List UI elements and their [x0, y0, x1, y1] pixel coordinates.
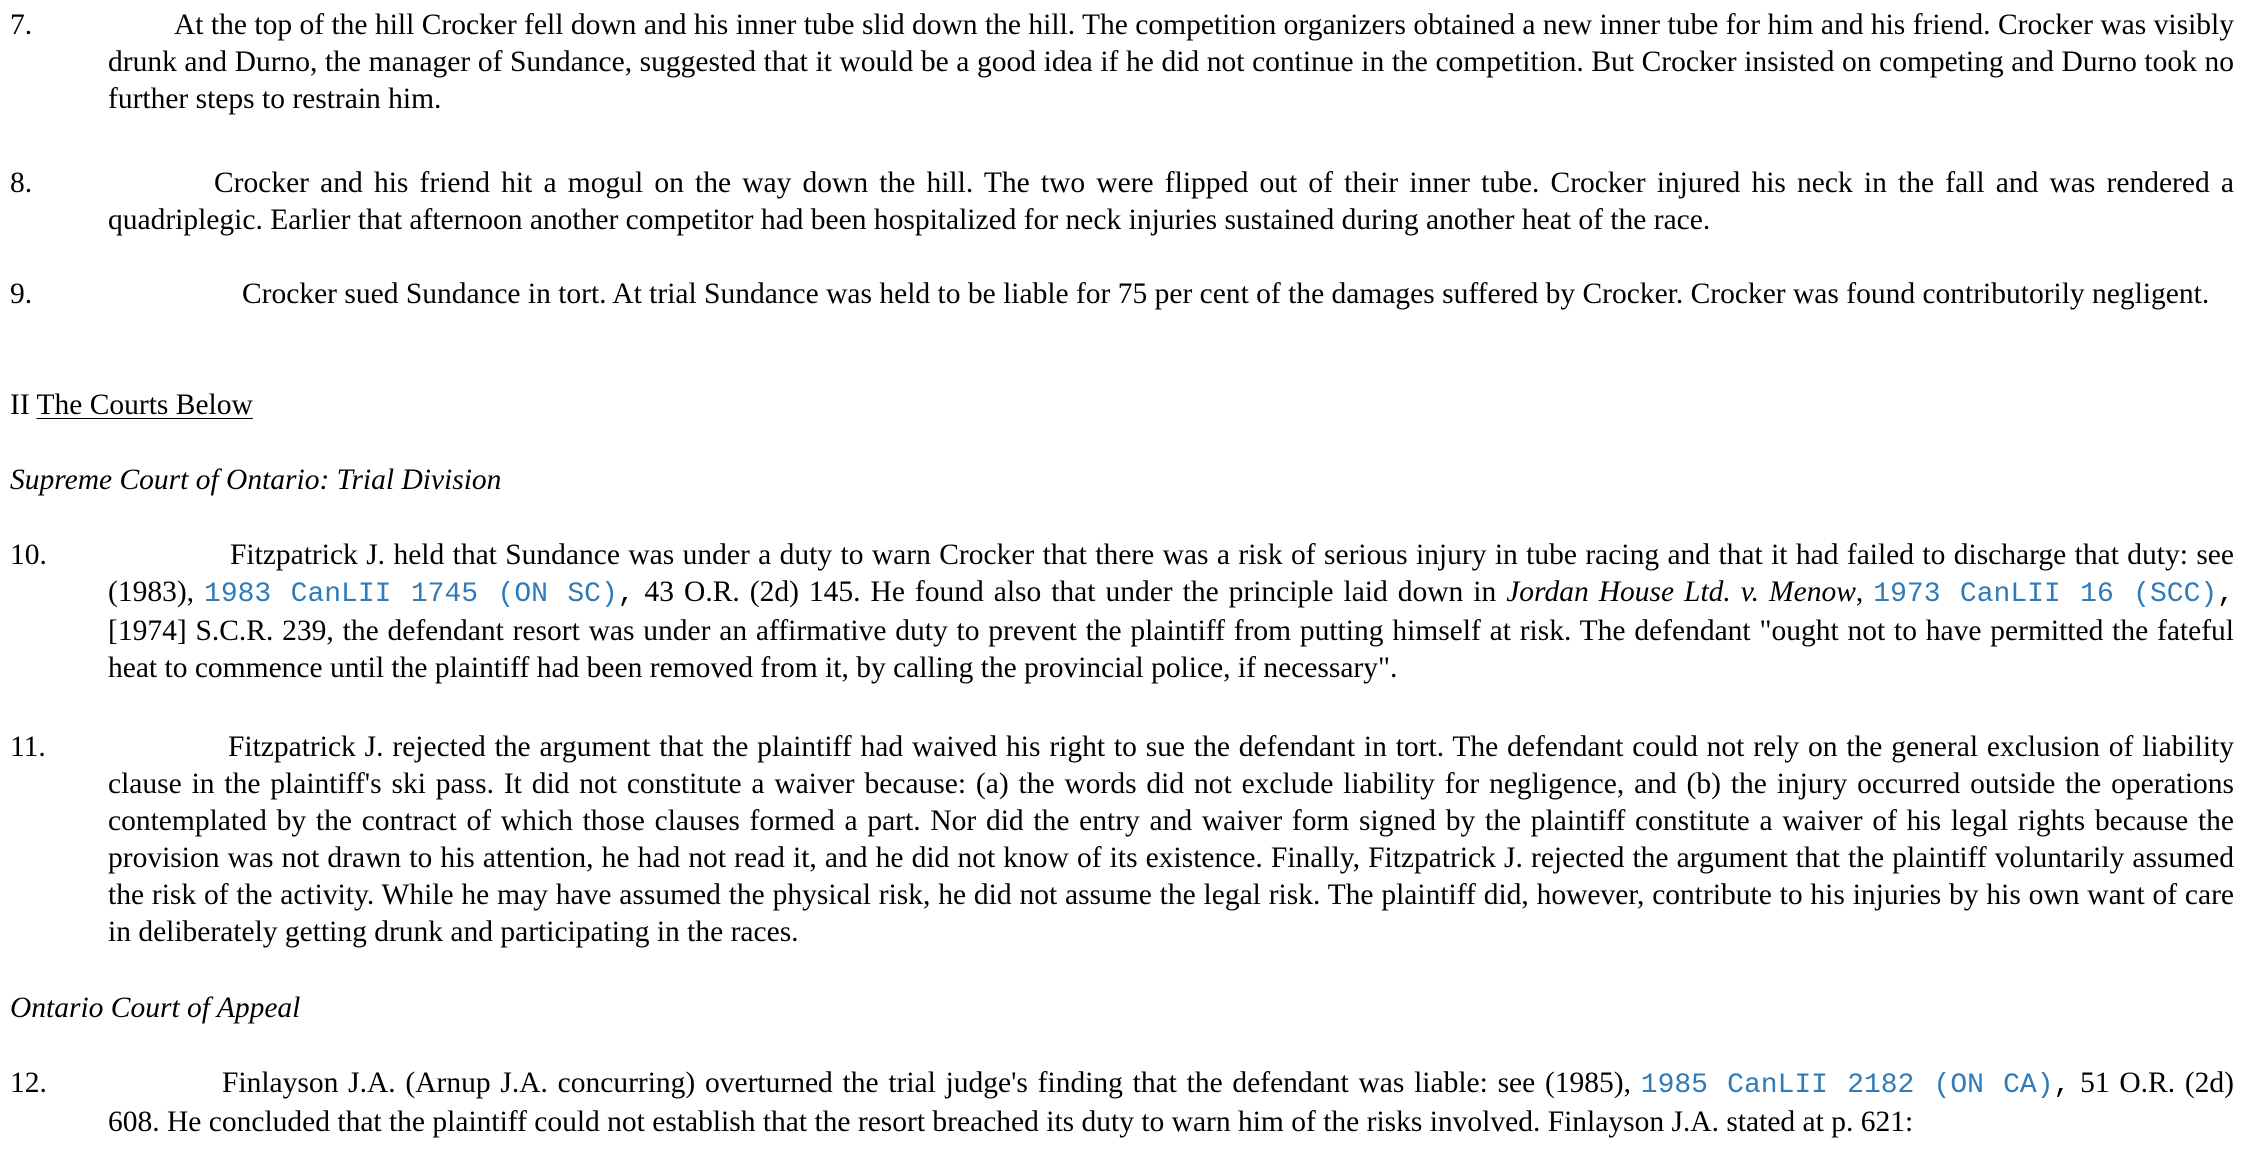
paragraph-text: Crocker sued Sundance in tort. At trial Sundance was held to be liable for 75 per cent of the damages suffered by Crocker. Crocker was found contributorily negligent.	[242, 278, 2210, 310]
appeal-court-heading: Ontario Court of Appeal	[10, 992, 301, 1024]
paragraph-12	[0, 1065, 2244, 1141]
paragraph-10	[0, 537, 2244, 687]
section-title: The Courts Below	[36, 389, 253, 421]
paragraph-text: Crocker and his friend hit a mogul on the way down the hill. The two were flipped out of their inner tube. Crocker injured his neck in the fall and was rendered a quadriplegic. Earlier that afternoon another competitor had been hospitalized for neck injuries sustained during another heat of the race.	[108, 167, 2234, 236]
paragraph-number: 9.	[10, 278, 33, 310]
paragraph-7	[0, 7, 2244, 118]
paragraph-8	[0, 165, 2244, 239]
section-numeral: II	[10, 389, 30, 421]
paragraph-text: Fitzpatrick J. rejected the argument that the plaintiff had waived his right to sue the defendant in tort. The defendant could not rely on the general exclusion of liability clause in the plaintiff's ski pass. It did not constitute a waiver because: (a) the words did not exclude liability for negligence, and (b) the injury occurred outside the operations contemplated by the contract of which those clauses formed a part. Nor did the entry and waiver form signed by the plaintiff constitute a waiver of his legal rights because the provision was not drawn to his attention, he had not read it, and he did not know of its existence. Finally, Fitzpatrick J. rejected the argument that the plaintiff voluntarily assumed the risk of the activity. While he may have assumed the physical risk, he did not assume the legal risk. The plaintiff did, however, contribute to his injuries by his own want of care in deliberately getting drunk and participating in the races.	[108, 731, 2234, 948]
paragraph-number: 10.	[10, 539, 47, 571]
paragraph-text: Fitzpatrick J. held that Sundance was under a duty to warn Crocker that there was a risk of serious injury in tube racing and that it had failed to discharge that duty: see (1983), 1983 CanLII 1745 (ON SC), 43 O.R. (2d) 145. He found also that under the principle laid down in Jordan House Ltd. v. Menow, 1973 CanLII 16 (SCC), [1974] S.C.R. 239, the defendant resort was under an affirmative duty to prevent the plaintiff from putting himself at risk. The defendant "ought not to have permitted the fateful heat to commence until the plaintiff had been removed from it, by calling the provincial police, if necessary".	[108, 539, 2234, 684]
paragraph-number: 7.	[10, 9, 33, 41]
citation-link[interactable]: 1983 CanLII 1745 (ON SC)	[204, 579, 618, 610]
trial-court-heading: Supreme Court of Ontario: Trial Division	[10, 464, 502, 496]
paragraph-11	[0, 729, 2244, 951]
citation-link[interactable]: 1985 CanLII 2182 (ON CA)	[1640, 1070, 2054, 1101]
paragraph-number: 8.	[10, 167, 33, 199]
section-heading	[10, 387, 253, 424]
case-name: Jordan House Ltd. v. Menow	[1506, 576, 1856, 608]
paragraph-9	[0, 276, 2244, 313]
paragraph-text: Finlayson J.A. (Arnup J.A. concurring) overturned the trial judge's finding that the defendant was liable: see (1985), 1985 CanLII 2182 (ON CA), 51 O.R. (2d) 608. He concluded that the plaintiff could not establish that the resort breached its duty to warn him of the risks involved. Finlayson J.A. stated at p. 621:	[108, 1067, 2234, 1138]
paragraph-text: At the top of the hill Crocker fell down and his inner tube slid down the hill. The competition organizers obtained a new inner tube for him and his friend. Crocker was visibly drunk and Durno, the manager of Sundance, suggested that it would be a good idea if he did not continue in the competition. But Crocker insisted on competing and Durno took no further steps to restrain him.	[108, 9, 2234, 115]
paragraph-number: 11.	[10, 731, 46, 763]
citation-link[interactable]: 1973 CanLII 16 (SCC)	[1873, 579, 2218, 610]
paragraph-number: 12.	[10, 1067, 47, 1099]
